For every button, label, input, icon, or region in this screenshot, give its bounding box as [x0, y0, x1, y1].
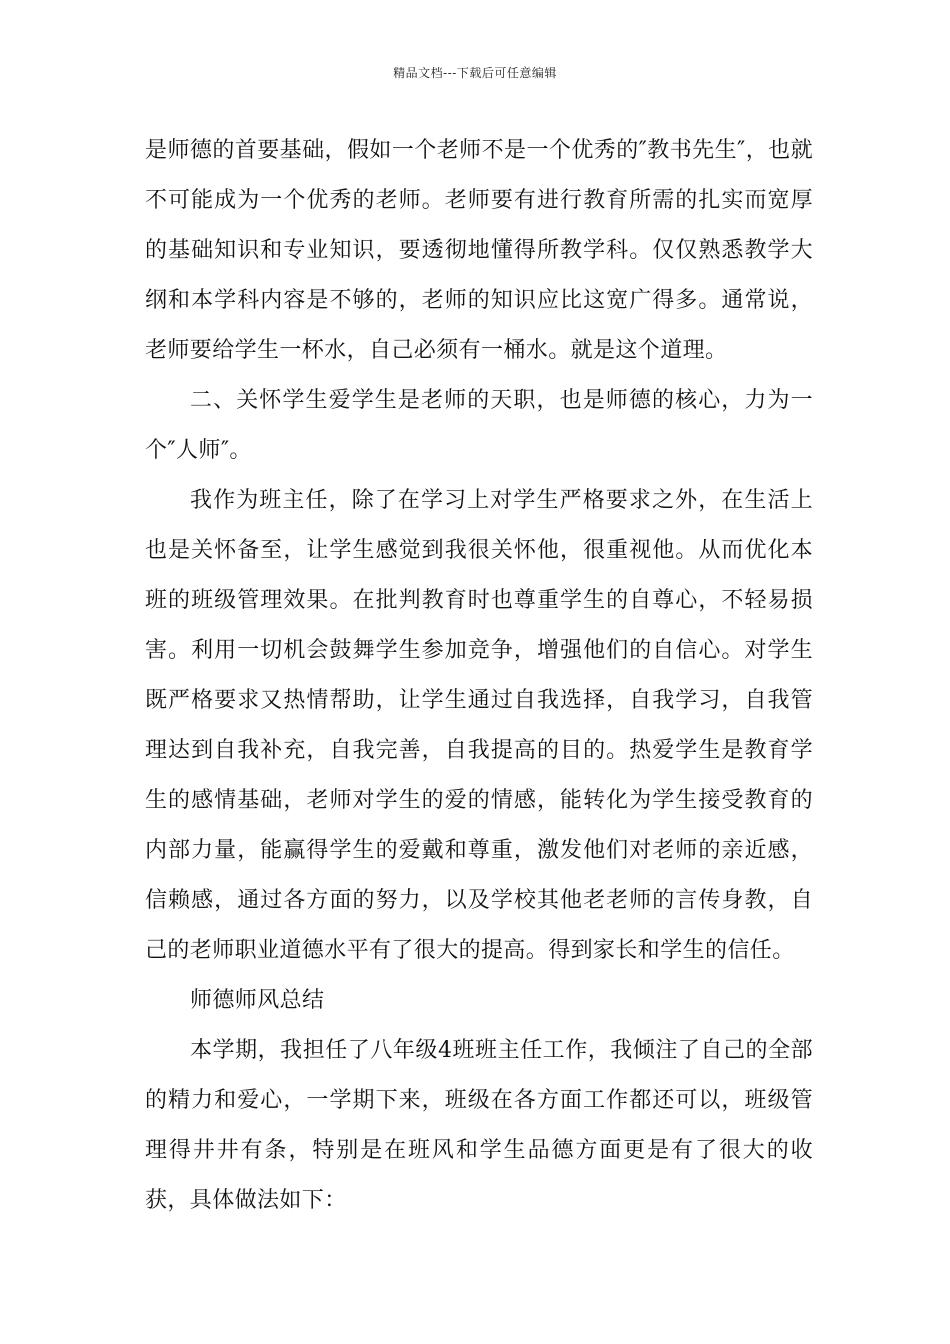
page-header: 精品文档---下载后可任意编辑	[393, 66, 557, 80]
paragraph-class-teacher: 我作为班主任，除了在学习上对学生严格要求之外，在生活上也是关怀备至，让学生感觉到我很关怀他，很重视他。从而优化本班的班级管理效果。在批判教育时也尊重学生的自尊心，不轻易损害。利用一切机会鼓舞学生参加竞争，增强他们的自信心。对学生既严格要求又热情帮助，让学生通过自我选择，自我学习，自我管理达到自我补充，自我完善，自我提高的目的。热爱学生是教育学生的感情基础，老师对学生的爱的情感，能转化为学生接受教育的内部力量，能赢得学生的爱戴和尊重，激发他们对老师的亲近感，信赖感，通过各方面的努力，以及学校其他老老师的言传身教，自己的老师职业道德水平有了很大的提高。得到家长和学生的信任。	[145, 488, 813, 963]
paragraph-semester-summary: 本学期，我担任了八年级4班班主任工作，我倾注了自己的全部的精力和爱心，一学期下来，班级在各方面工作都还可以，班级管理得井井有条，特别是在班风和学生品德方面更是有了很大的收获，具体做法如下：	[145, 1038, 813, 1213]
paragraph-continuation: 是师德的首要基础，假如一个老师不是一个优秀的″教书先生″，也就不可能成为一个优秀的老师。老师要有进行教育所需的扎实而宽厚的基础知识和专业知识，要透彻地懂得所教学科。仅仅熟悉教学大纲和本学科内容是不够的，老师的知识应比这宽广得多。通常说，老师要给学生一杯水，自己必须有一桶水。就是这个道理。	[145, 138, 813, 363]
document-body	[145, 126, 813, 1226]
section-title: 师德师风总结	[190, 988, 325, 1013]
paragraph-section-heading: 二、关怀学生爱学生是老师的天职，也是师德的核心，力为一个″人师″。	[145, 388, 813, 463]
